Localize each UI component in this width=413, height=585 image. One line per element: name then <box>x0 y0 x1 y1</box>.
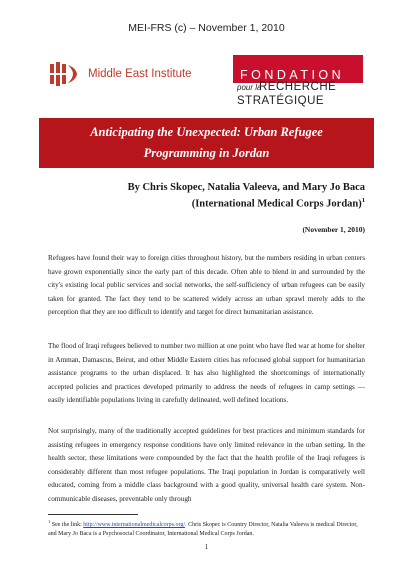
authors-affiliation: (International Medical Corps Jordan) <box>191 198 362 210</box>
footnote-suffix: . Chris Skopec is Country Director, Natalia Valeeva is medical Director, and Mary Jo Baca is a Psychosocial Coordinator, International Medical Corps Jordan. <box>48 522 358 537</box>
mei-emblem-icon <box>50 62 78 86</box>
title-band <box>39 118 374 168</box>
footnote-divider <box>48 514 138 515</box>
page-number: 1 <box>204 543 209 551</box>
frs-recherche-text: RECHERCHE <box>259 81 337 93</box>
body-paragraph: Not surprisingly, many of the traditionally accepted guidelines for best practices and minimum standards for assisting refugees in emergency response conditions have only limited relevance in the urban setting. In the health sector, these limitations were compounded by the fact that the health profile of the Iraqi refugees is considerably different than most refugee populations. The Iraqi population in Jordan is comparatively well educated, coming from a middle class background with a good quality, universal health care system. Non-communicable diseases, preventable only through <box>48 427 365 503</box>
body-paragraph: The flood of Iraqi refugees believed to number two million at one point who have fled war at home for shelter in Amman, Damascus, Beirut, and other Middle Eastern cities has refocused global support for humanitarian assistance programs to the urban displaced. It has also highlighted the shortcomings of internationally accepted policies and practices developed primarily to address the needs of refugees in camp settings — easily identifiable populations living in carefully delineated, well defined locations. <box>48 342 365 404</box>
footnote-prefix: See the link: <box>51 522 84 528</box>
authors-footnote-mark: 1 <box>361 197 365 204</box>
footnote <box>48 518 365 538</box>
title-line-1: Anticipating the Unexpected: Urban Refugee <box>90 125 323 139</box>
mei-logo <box>50 62 190 86</box>
publication-date: (November 1, 2010) <box>302 225 365 234</box>
body-paragraph: Refugees have found their way to foreign cities throughout history, but the numbers residing in urban centers have grown exponentially since the early part of this decade. Often able to blend in and surrounded by the city's existing local public services and social networks, the self-sufficiency of urban refugees can be easily taken for granted. The fact they tend to be scattered widely across an urban sprawl merely adds to the perception that they are too difficult to identify and target for direct humanitarian assistance. <box>48 254 365 316</box>
frs-fondation-text: FONDATION <box>240 68 345 82</box>
footnote-link[interactable]: http://www.internationalmedicalcorps.org/ <box>83 522 186 528</box>
authors-line-2 <box>128 194 365 211</box>
frs-logo <box>233 55 363 111</box>
authors-block <box>128 181 365 211</box>
frs-strategique-text: STRATÉGIQUE <box>237 95 325 107</box>
frs-pourla-text: pour la <box>237 83 262 92</box>
mei-name: Middle East Institute <box>88 68 192 80</box>
authors-line-1: By Chris Skopec, Natalia Valeeva, and Mary Jo Baca <box>127 182 365 193</box>
running-header: MEI-FRS (c) – November 1, 2010 <box>128 22 285 34</box>
footnote-mark: 1 <box>48 519 51 524</box>
title-line-2: Programming in Jordan <box>143 146 270 160</box>
